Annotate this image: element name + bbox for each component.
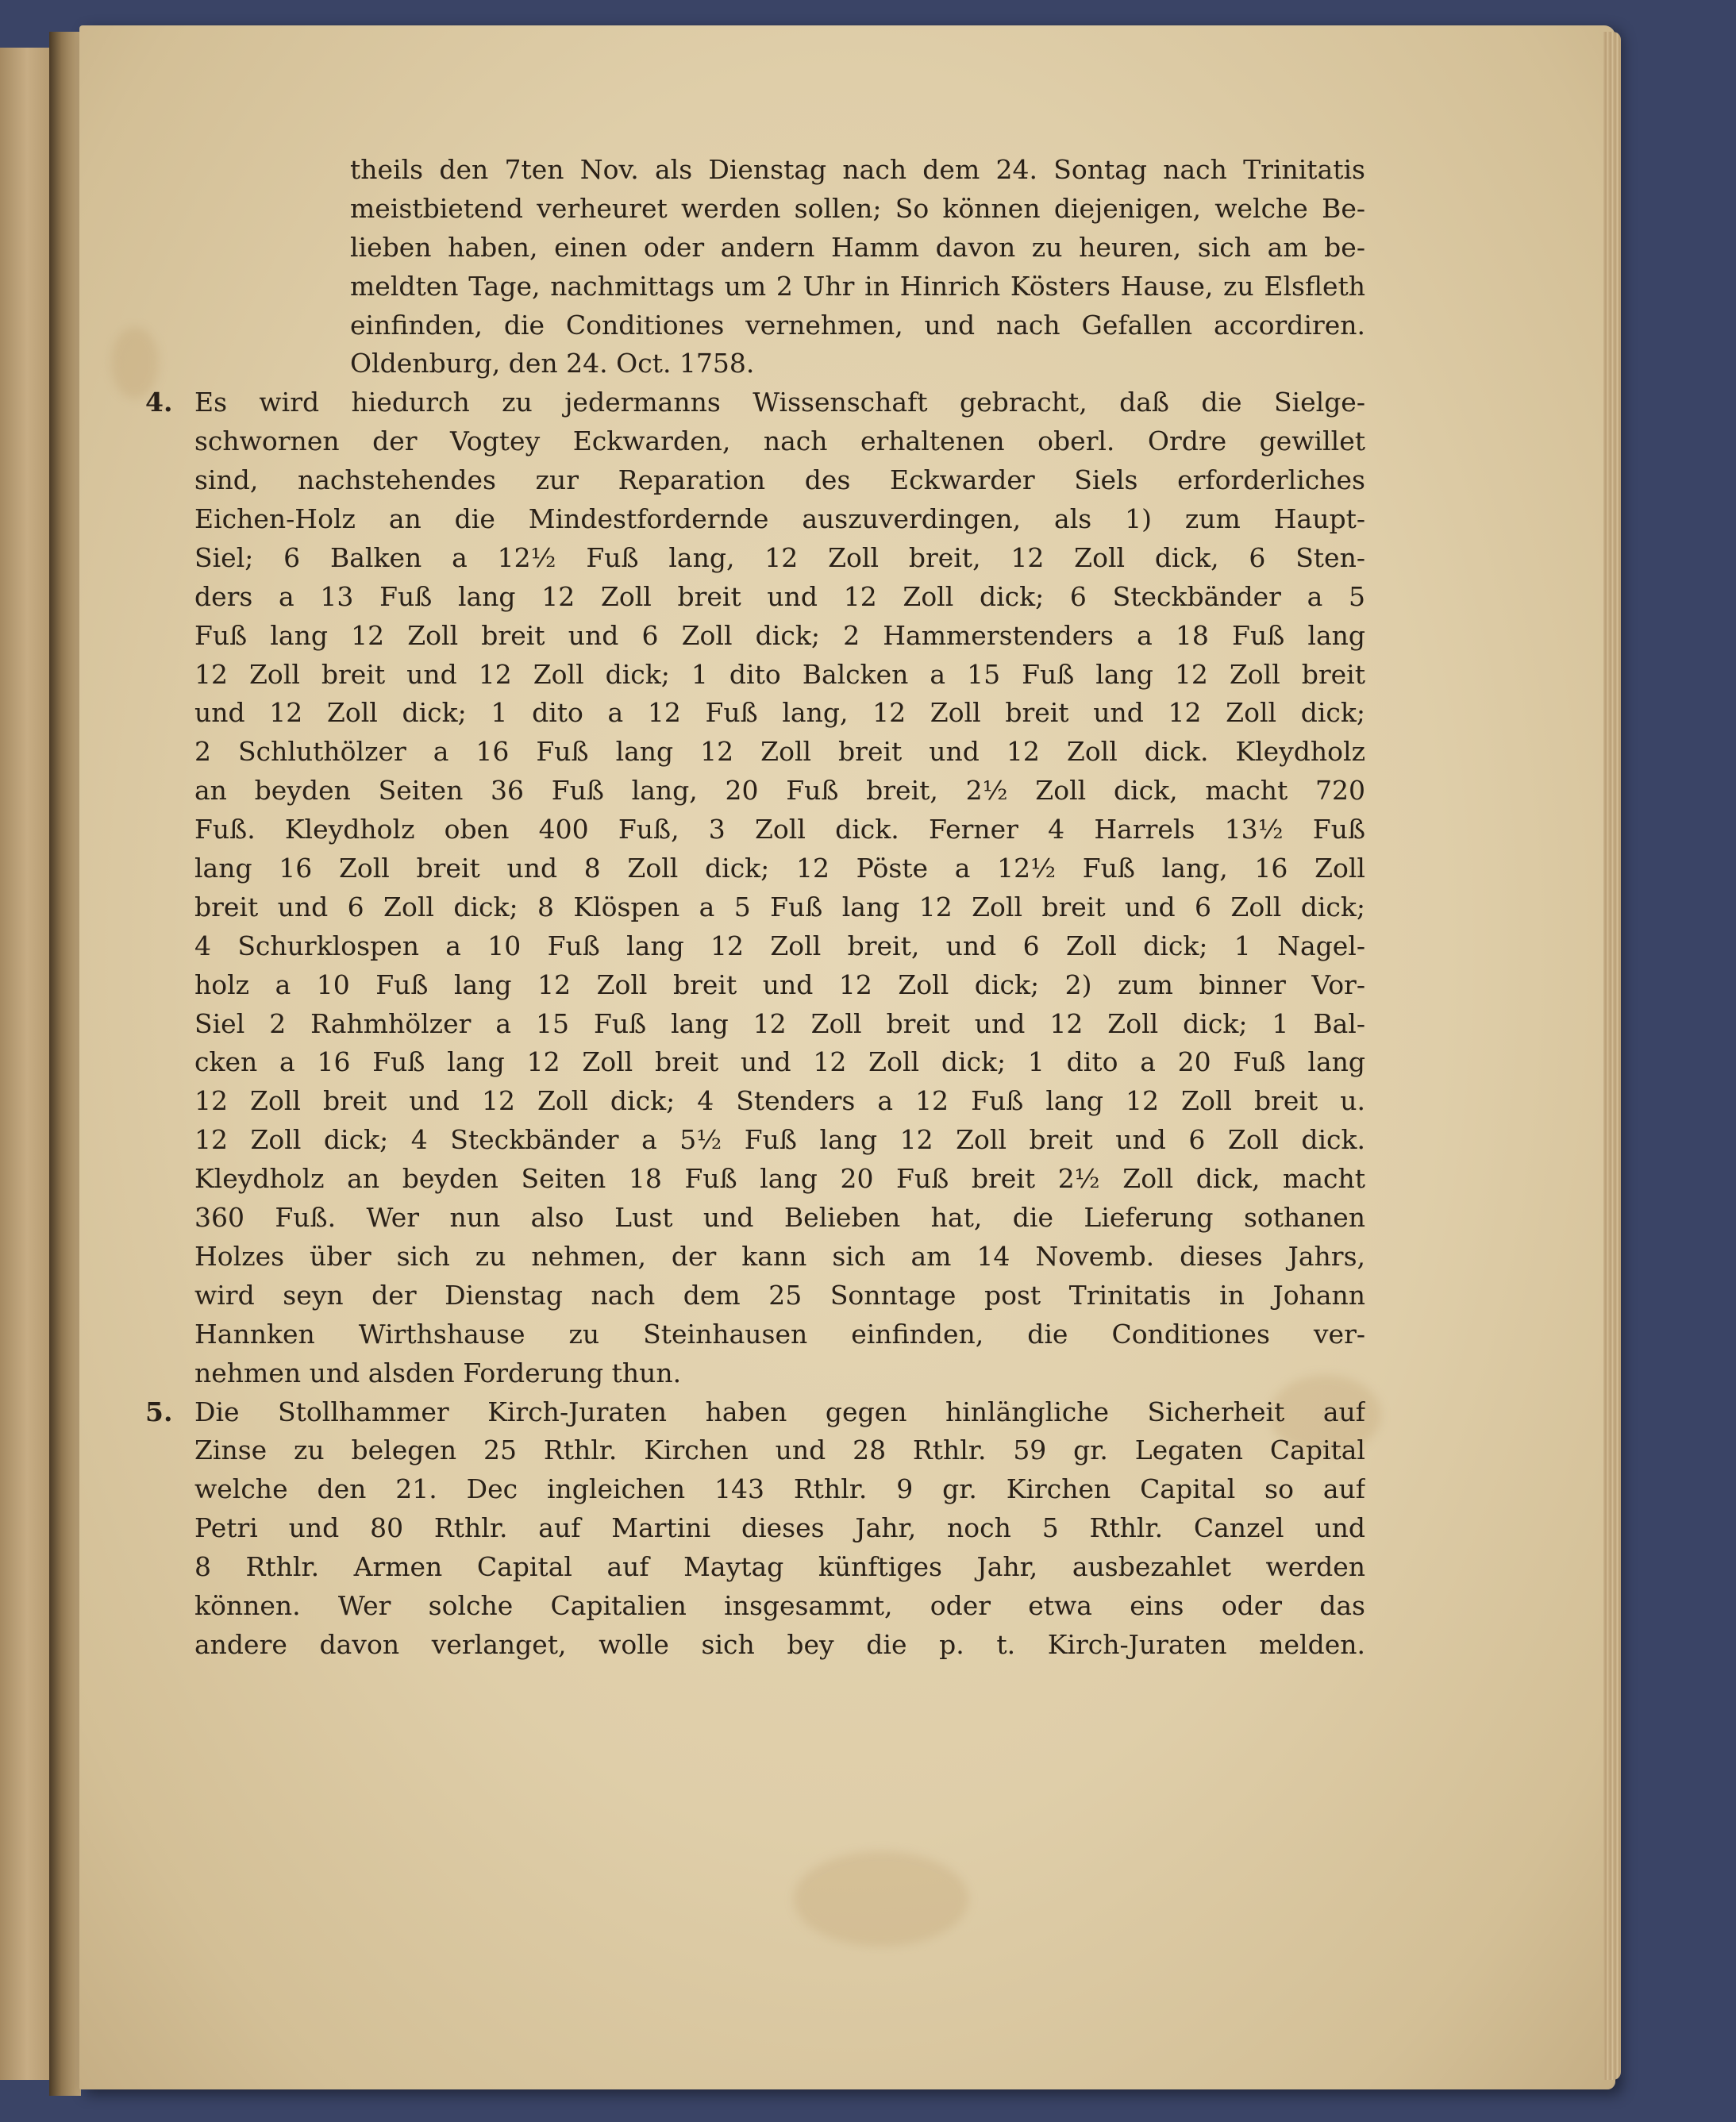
text-line: Eichen-Holz an die Mindestfordernde auszuverdingen, als 1) zum Haupt- [194, 503, 1365, 535]
text-line: nehmen und alsden Forderung thun. [194, 1357, 682, 1388]
document-body [145, 151, 1365, 1665]
text-line: können. Wer solche Capitalien insgesammt, oder etwa eins oder das [194, 1589, 1365, 1621]
text-line: meldten Tage, nachmittags um 2 Uhr in Hinrich Kösters Hause, zu Elsfleth [350, 270, 1365, 302]
text-line: Zinse zu belegen 25 Rthlr. Kirchen und 28 Rthlr. 59 gr. Legaten Capital [194, 1435, 1365, 1466]
text-line: Oldenburg, den 24. Oct. 1758. [350, 348, 755, 379]
paper-stain [794, 1851, 968, 1947]
text-line: lang 16 Zoll breit und 8 Zoll dick; 12 Pöste a 12½ Fuß lang, 16 Zoll [194, 853, 1365, 884]
text-line: schwornen der Vogtey Eckwarden, nach erhaltenen oberl. Ordre gewillet [194, 426, 1365, 457]
text-line: welche den 21. Dec ingleichen 143 Rthlr. 9 gr. Kirchen Capital so auf [194, 1473, 1365, 1505]
paragraph-5 [145, 1393, 1365, 1665]
text-line: sind, nachstehendes zur Reparation des Eckwarder Siels erforderliches [194, 464, 1365, 496]
text-line: andere davon verlanget, wolle sich bey die p. t. Kirch-Juraten melden. [194, 1628, 1365, 1660]
text-line: holz a 10 Fuß lang 12 Zoll breit und 12 Zoll dick; 2) zum binner Vor- [194, 969, 1365, 1000]
text-line: und 12 Zoll dick; 1 dito a 12 Fuß lang, 12 Zoll breit und 12 Zoll dick; [194, 697, 1365, 729]
text-line: meistbietend verheuret werden sollen; So können diejenigen, welche Be- [350, 192, 1365, 224]
text-line: 12 Zoll breit und 12 Zoll dick; 4 Stenders a 12 Fuß lang 12 Zoll breit u. [194, 1085, 1365, 1117]
text-line: breit und 6 Zoll dick; 8 Klöspen a 5 Fuß lang 12 Zoll breit und 6 Zoll dick; [194, 891, 1365, 922]
text-line: Holzes über sich zu nehmen, der kann sich am 14 Novemb. dieses Jahrs, [194, 1240, 1365, 1272]
paragraph-4 [145, 383, 1365, 1392]
text-line: Kleydholz an beyden Seiten 18 Fuß lang 20 Fuß breit 2½ Zoll dick, macht [194, 1163, 1365, 1195]
paragraph-number: 5. [145, 1396, 173, 1427]
paragraph-number: 4. [145, 387, 173, 418]
text-line: Hannken Wirthshause zu Steinhausen einfinden, die Conditiones ver- [194, 1318, 1365, 1350]
text-line: lieben haben, einen oder andern Hamm davon zu heuren, sich am be- [350, 231, 1365, 263]
paragraph-continuation [272, 151, 1365, 383]
text-line: wird seyn der Dienstag nach dem 25 Sonntage post Trinitatis in Johann [194, 1279, 1365, 1311]
text-line: 8 Rthlr. Armen Capital auf Maytag künftiges Jahr, ausbezahlet werden [194, 1551, 1365, 1583]
text-line: 360 Fuß. Wer nun also Lust und Belieben hat, die Lieferung sothanen [194, 1202, 1365, 1234]
text-line: Petri und 80 Rthlr. auf Martini dieses Jahr, noch 5 Rthlr. Canzel und [194, 1512, 1365, 1544]
text-line: an beyden Seiten 36 Fuß lang, 20 Fuß breit, 2½ Zoll dick, macht 720 [194, 775, 1365, 807]
text-line: Fuß. Kleydholz oben 400 Fuß, 3 Zoll dick. Ferner 4 Harrels 13½ Fuß [194, 814, 1365, 845]
text-line: cken a 16 Fuß lang 12 Zoll breit und 12 Zoll dick; 1 dito a 20 Fuß lang [194, 1046, 1365, 1078]
text-line: 4 Schurklospen a 10 Fuß lang 12 Zoll breit, und 6 Zoll dick; 1 Nagel- [194, 930, 1365, 961]
text-line: 12 Zoll breit und 12 Zoll dick; 1 dito Balcken a 15 Fuß lang 12 Zoll breit [194, 658, 1365, 690]
text-line: Siel 2 Rahmhölzer a 15 Fuß lang 12 Zoll breit und 12 Zoll dick; 1 Bal- [194, 1007, 1365, 1039]
text-line: Die Stollhammer Kirch-Juraten haben gegen hinlängliche Sicherheit auf [194, 1396, 1365, 1427]
text-line: ders a 13 Fuß lang 12 Zoll breit und 12 Zoll dick; 6 Steckbänder a 5 [194, 580, 1365, 612]
page-fore-edge [1603, 32, 1621, 2080]
facing-page-edge [0, 48, 52, 2080]
text-line: 2 Schluthölzer a 16 Fuß lang 12 Zoll breit und 12 Zoll dick. Kleydholz [194, 736, 1365, 768]
text-line: Siel; 6 Balken a 12½ Fuß lang, 12 Zoll breit, 12 Zoll dick, 6 Sten- [194, 541, 1365, 573]
book-gutter [49, 32, 81, 2096]
text-line: theils den 7ten Nov. als Dienstag nach dem 24. Sontag nach Trinitatis [350, 154, 1365, 185]
text-line: einfinden, die Conditiones vernehmen, und nach Gefallen accordiren. [350, 309, 1365, 341]
text-line: Fuß lang 12 Zoll breit und 6 Zoll dick; 2 Hammerstenders a 18 Fuß lang [194, 619, 1365, 651]
text-line: 12 Zoll dick; 4 Steckbänder a 5½ Fuß lang 12 Zoll breit und 6 Zoll dick. [194, 1124, 1365, 1156]
text-line: Es wird hiedurch zu jedermanns Wissenschaft gebracht, daß die Sielge- [194, 387, 1365, 418]
